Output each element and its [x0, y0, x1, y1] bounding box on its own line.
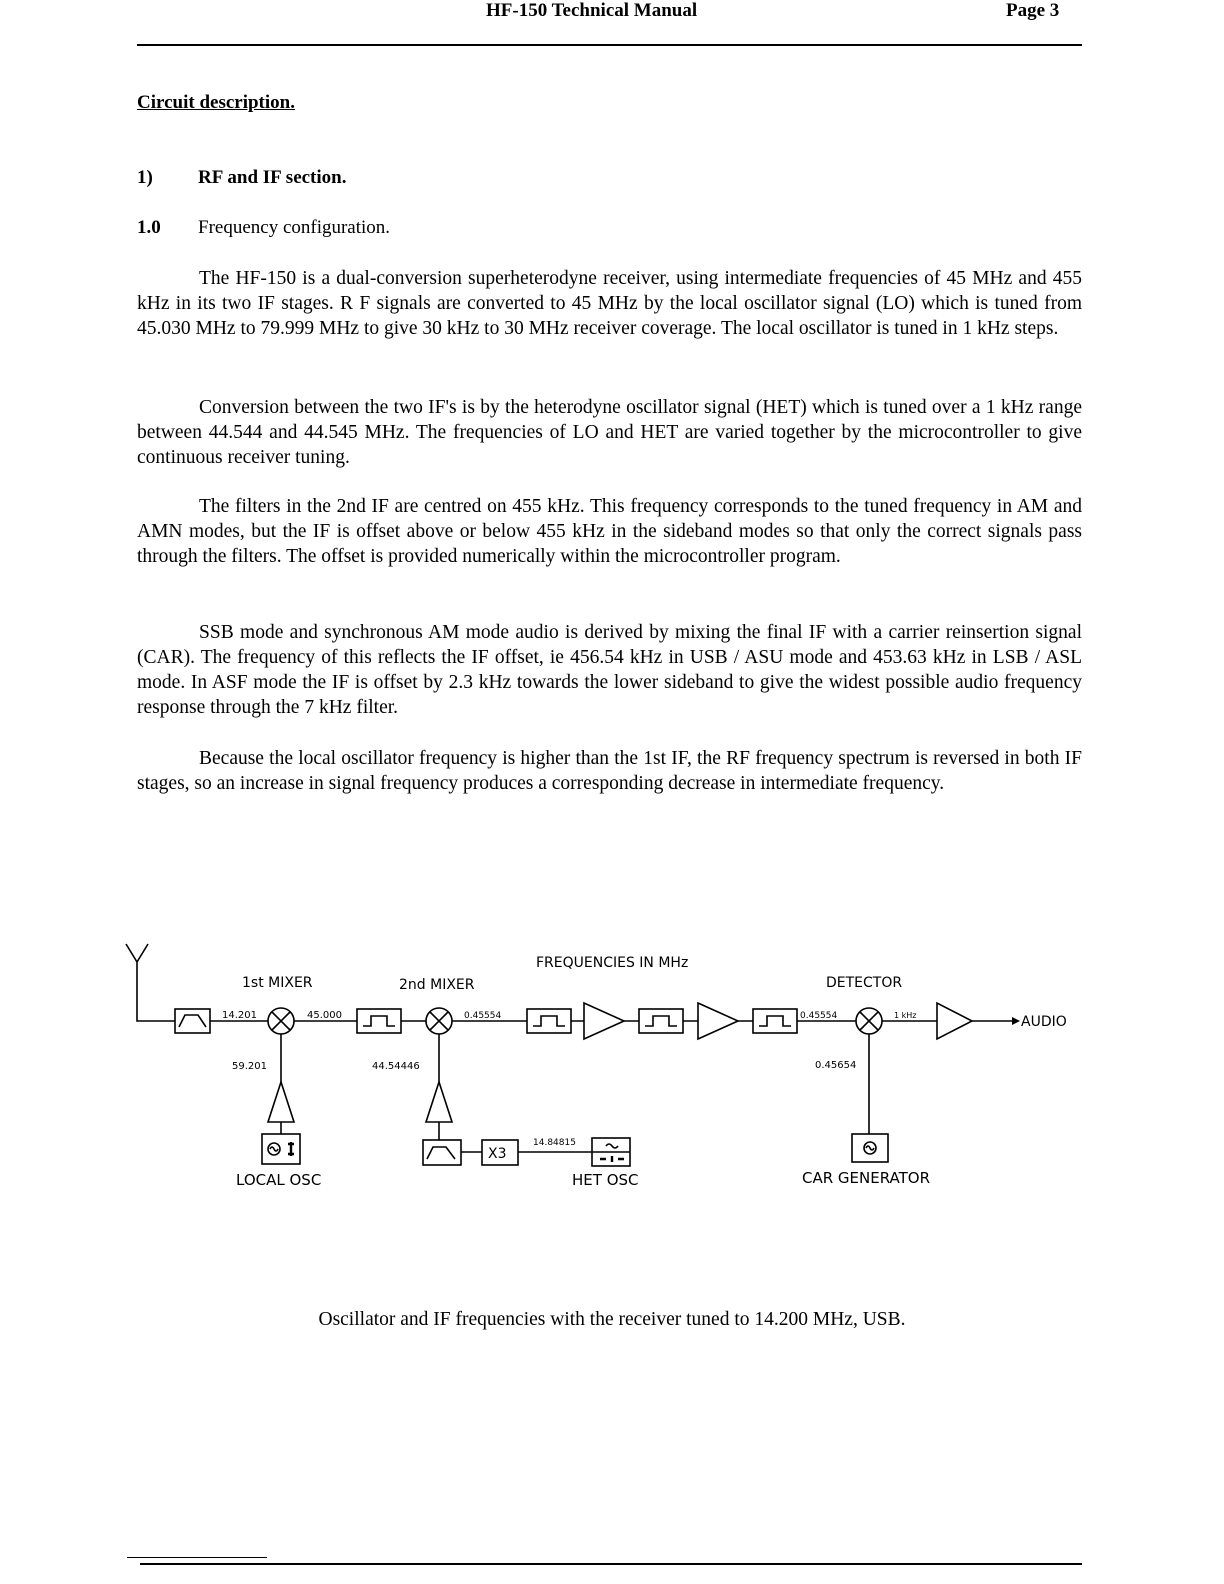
- rf-freq-label: 14.201: [222, 1010, 257, 1021]
- input-filter-icon: [175, 1009, 210, 1033]
- detector-mixer-icon: [856, 1008, 882, 1034]
- subsection-number: 1): [137, 167, 153, 188]
- paragraph: Conversion between the two IF's is by the heterodyne oscillator signal (HET) which is tuned over a 1 kHz range between 44.544 and 44.545 MHz. The frequencies of LO and HET are varied together by the microcontroller to give continuous receiver tuning.: [137, 397, 1082, 468]
- header-rule: [137, 44, 1082, 46]
- footer-rule: [127, 1557, 267, 1558]
- det-freq-label: 0.45554: [800, 1011, 838, 1021]
- if2-filter-icon: [753, 1009, 797, 1033]
- car-generator-label: CAR GENERATOR: [802, 1169, 931, 1187]
- het-filter-icon: [423, 1140, 461, 1165]
- antenna-icon: [126, 944, 175, 1021]
- het-osc-freq-label: 14.84815: [533, 1138, 576, 1148]
- if1-freq-label: 45.000: [307, 1010, 342, 1021]
- mixer2-label: 2nd MIXER: [399, 977, 475, 993]
- header-title: HF-150 Technical Manual: [486, 0, 698, 21]
- car-generator-icon: [852, 1134, 888, 1162]
- footer-rule: [140, 1563, 1082, 1565]
- paragraph: Because the local oscillator frequency is higher than the 1st IF, the RF frequency spectrum is reversed in both IF stages, so an increase in signal frequency produces a corresponding decrease in intermediate frequency.: [137, 748, 1082, 794]
- subsection-title: RF and IF section.: [198, 167, 347, 188]
- paragraph: The HF-150 is a dual-conversion superheterodyne receiver, using intermediate frequencies of 45 MHz and 455 kHz in its two IF stages. R F signals are converted to 45 MHz by the local oscillator signal (LO) which is tuned from 45.030 MHz to 79.999 MHz to give 30 kHz to 30 MHz receiver coverage. The local oscillator is tuned in 1 kHz steps.: [137, 268, 1082, 339]
- subsection-title: Frequency configuration.: [198, 217, 391, 238]
- detector-label: DETECTOR: [826, 975, 903, 991]
- audio-label: AUDIO: [1021, 1014, 1067, 1030]
- af-freq-label: 1 kHz: [894, 1011, 917, 1020]
- subsection-number: 1.0: [137, 217, 161, 238]
- het-buffer-icon: [426, 1082, 452, 1122]
- lo-buffer-icon: [268, 1082, 294, 1122]
- section-heading: Circuit description.: [137, 92, 295, 113]
- if2-filter-icon: [527, 1009, 571, 1033]
- paragraph: SSB mode and synchronous AM mode audio is derived by mixing the final IF with a carrier reinsertion signal (CAR). The frequency of this reflects the IF offset, ie 456.54 kHz in USB / ASU mode and 453.63 kHz in LSB / ASL mode. In ASF mode the IF is offset by 2.3 kHz towards the lower sideband to give the widest possible audio frequency response through the 7 kHz filter.: [137, 622, 1082, 718]
- if2-filter-icon: [639, 1009, 683, 1033]
- lo-freq-label: 59.201: [232, 1061, 267, 1072]
- mixer1-icon: [268, 1008, 294, 1034]
- figure-caption: Oscillator and IF frequencies with the receiver tuned to 14.200 MHz, USB.: [318, 1309, 906, 1330]
- if2-freq-label: 0.45554: [464, 1011, 502, 1021]
- local-osc-label: LOCAL OSC: [236, 1171, 322, 1189]
- amplifier-icon: [698, 1003, 738, 1039]
- amplifier-icon: [584, 1003, 624, 1039]
- het-osc-label: HET OSC: [572, 1171, 639, 1189]
- page-number: Page 3: [1006, 0, 1060, 21]
- het-osc-icon: [592, 1138, 630, 1166]
- audio-amplifier-icon: [937, 1003, 972, 1039]
- het-freq-label: 44.54446: [372, 1061, 420, 1072]
- local-osc-icon: [262, 1134, 300, 1164]
- block-diagram: [0, 930, 1224, 1210]
- mixer2-icon: [426, 1008, 452, 1034]
- mixer1-label: 1st MIXER: [242, 975, 313, 991]
- car-freq-label: 0.45654: [815, 1060, 857, 1071]
- audio-arrow-icon: [1012, 1017, 1020, 1025]
- diagram-title: FREQUENCIES IN MHz: [536, 955, 689, 971]
- if1-filter-icon: [357, 1009, 401, 1033]
- multiplier-label: X3: [488, 1146, 507, 1162]
- paragraph: The filters in the 2nd IF are centred on 455 kHz. This frequency corresponds to the tuned frequency in AM and AMN modes, but the IF is offset above or below 455 kHz in the sideband modes so that only the correct signals pass through the filters. The offset is provided numerically within the microcontroller program.: [137, 496, 1082, 567]
